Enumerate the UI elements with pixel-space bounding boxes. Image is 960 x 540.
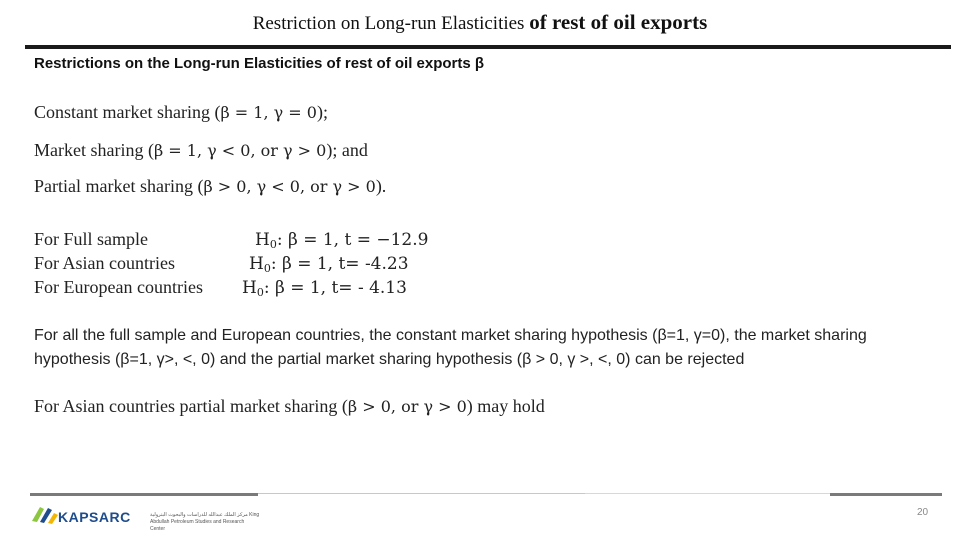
test-sample-full: For Full sample — [34, 229, 149, 249]
subheading: Restrictions on the Long-run Elasticities of rest of oil exports β — [34, 55, 485, 72]
test-stat-full: $H_0$: β = 1, t = −12.9 — [255, 230, 429, 251]
title-divider — [25, 45, 951, 49]
asian-note: For Asian countries partial market sharing (β > 0, or γ > 0) may hold — [34, 396, 545, 416]
footer-rule-segment — [830, 493, 942, 496]
definition-constant: Constant market sharing (β = 1, γ = 0); — [34, 102, 328, 122]
footer-rule-segment — [30, 493, 258, 496]
brand-name: KAPSARC — [58, 509, 131, 525]
footer-rule-segment — [585, 493, 830, 494]
test-stat-european: $H_0$: β = 1, t= - 4.13 — [242, 278, 407, 299]
title-part-1: Restriction on Long-run Elasticities — [252, 13, 530, 34]
brand-tagline: مركز الملك عبدالله للدراسات والبحوث البترولية King Abdullah Petroleum Studies and Research Center — [150, 512, 260, 532]
definition-partial: Partial market sharing (β > 0, γ < 0, or γ > 0). — [34, 176, 387, 196]
kapsarc-logo-icon — [30, 503, 60, 525]
definition-market: Market sharing (β = 1, γ < 0, or γ > 0); and — [34, 140, 368, 160]
footer-rule-segment — [258, 493, 585, 494]
test-stat-asian: $H_0$: β = 1, t= -4.23 — [249, 254, 409, 275]
test-sample-european: For European countries — [34, 277, 203, 297]
page-number: 20 — [917, 507, 929, 518]
conclusion-paragraph: For all the full sample and European countries, the constant market sharing hypothesis (β=1, γ=0), the market sharing hypothesis (β=1, γ>, <, 0) and the partial market sharing hypothesis (β > 0, γ >, <, 0) can be rejected — [34, 327, 867, 368]
title-part-2: of rest of oil exports — [529, 10, 708, 34]
slide-title — [0, 10, 960, 35]
test-sample-asian: For Asian countries — [34, 253, 175, 273]
